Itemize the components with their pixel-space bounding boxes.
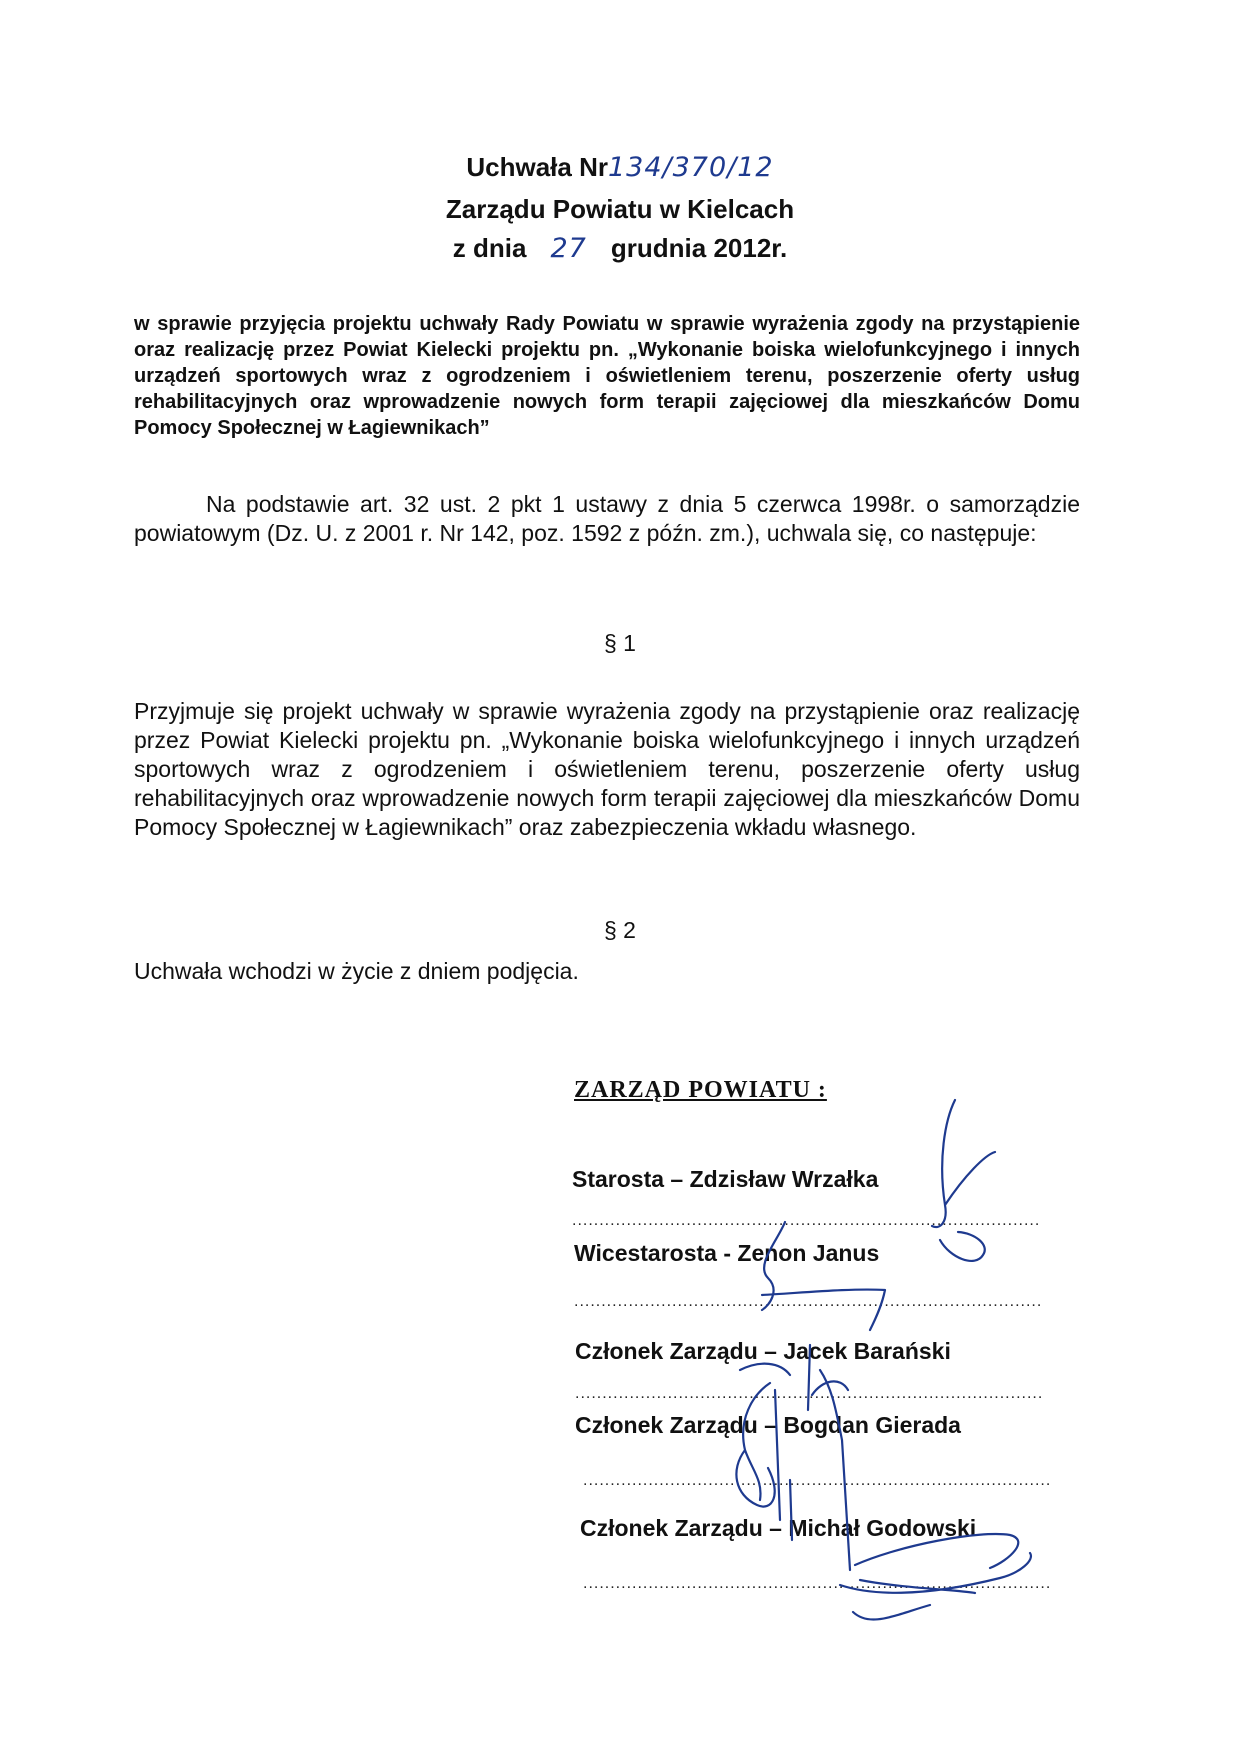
signature-board-2 [736,1364,792,1540]
section-1-text: Przyjmuje się projekt uchwały w sprawie wyrażenia zgody na przystąpienie oraz realizację przez Powiat Kielecki projektu pn. „Wykonanie boiska wielofunkcyjnego i innych urządzeń sportowych wraz z ogrodzeniem i oświetleniem terenu, poszerzenie oferty usług rehabilitacyjnych oraz wprowadzenie nowych form terapii zajęciowej dla mieszkańców Domu Pomocy Społecznej w Łagiewnikach” oraz zabezpieczenia wkładu własnego. [134,698,1080,840]
member-board-1: Członek Zarządu – Jacek Barański [575,1338,951,1364]
date-suffix: grudnia 2012r. [610,233,788,263]
section-2-mark: § 2 [604,917,636,943]
member-board-3: Członek Zarządu – Michał Godowski [580,1515,977,1541]
section-1-mark: § 1 [604,630,636,656]
board-title: ZARZĄD POWIATU : [574,1077,827,1103]
signature-line-2: ...................................................................................... [574,1293,1043,1310]
legal-basis: Na podstawie art. 32 ust. 2 pkt 1 ustawy z dnia 5 czerwca 1998r. o samorządzie powiatowym (Dz. U. z 2001 r. Nr 142, poz. 1592 z późn. zm.), uchwala się, co następuje: [134,491,1080,546]
resolution-subject: w sprawie przyjęcia projektu uchwały Rady Powiatu w sprawie wyrażenia zgody na przystąpienie oraz realizację przez Powiat Kielecki projektu pn. „Wykonanie boiska wielofunkcyjnego i innych urządzeń sportowych wraz z ogrodzeniem i oświetleniem terenu, poszerzenie oferty usług rehabilitacyjnych oraz wprowadzenie nowych form terapii zajęciowej dla mieszkańców Domu Pomocy Społecznej w Łagiewnikach” [134,313,1080,439]
member-wicestarosta: Wicestarosta - Zenon Janus [574,1240,880,1266]
resolution-title-prefix: Uchwała Nr [466,152,608,182]
handwritten-day: 27 [550,233,587,264]
signature-wicestarosta [762,1222,885,1330]
member-starosta: Starosta – Zdzisław Wrzałka [572,1166,879,1192]
signature-line-4: ...................................................................................... [583,1472,1052,1489]
signature-line-1: ...................................................................................... [572,1212,1041,1229]
issuing-body: Zarządu Powiatu w Kielcach [445,194,795,224]
signature-board-1 [808,1345,850,1570]
handwritten-resolution-number: 134/370/12 [607,152,774,183]
section-2-text: Uchwała wchodzi w życie z dniem podjęcia. [134,958,579,984]
signature-line-5: ...................................................................................... [583,1575,1052,1592]
member-board-2: Członek Zarządu – Bogdan Gierada [575,1412,961,1438]
date-prefix: z dnia [452,233,527,263]
signature-starosta [932,1100,995,1261]
signature-line-3: ...................................................................................... [575,1385,1044,1402]
signature-board-3 [840,1534,1031,1619]
